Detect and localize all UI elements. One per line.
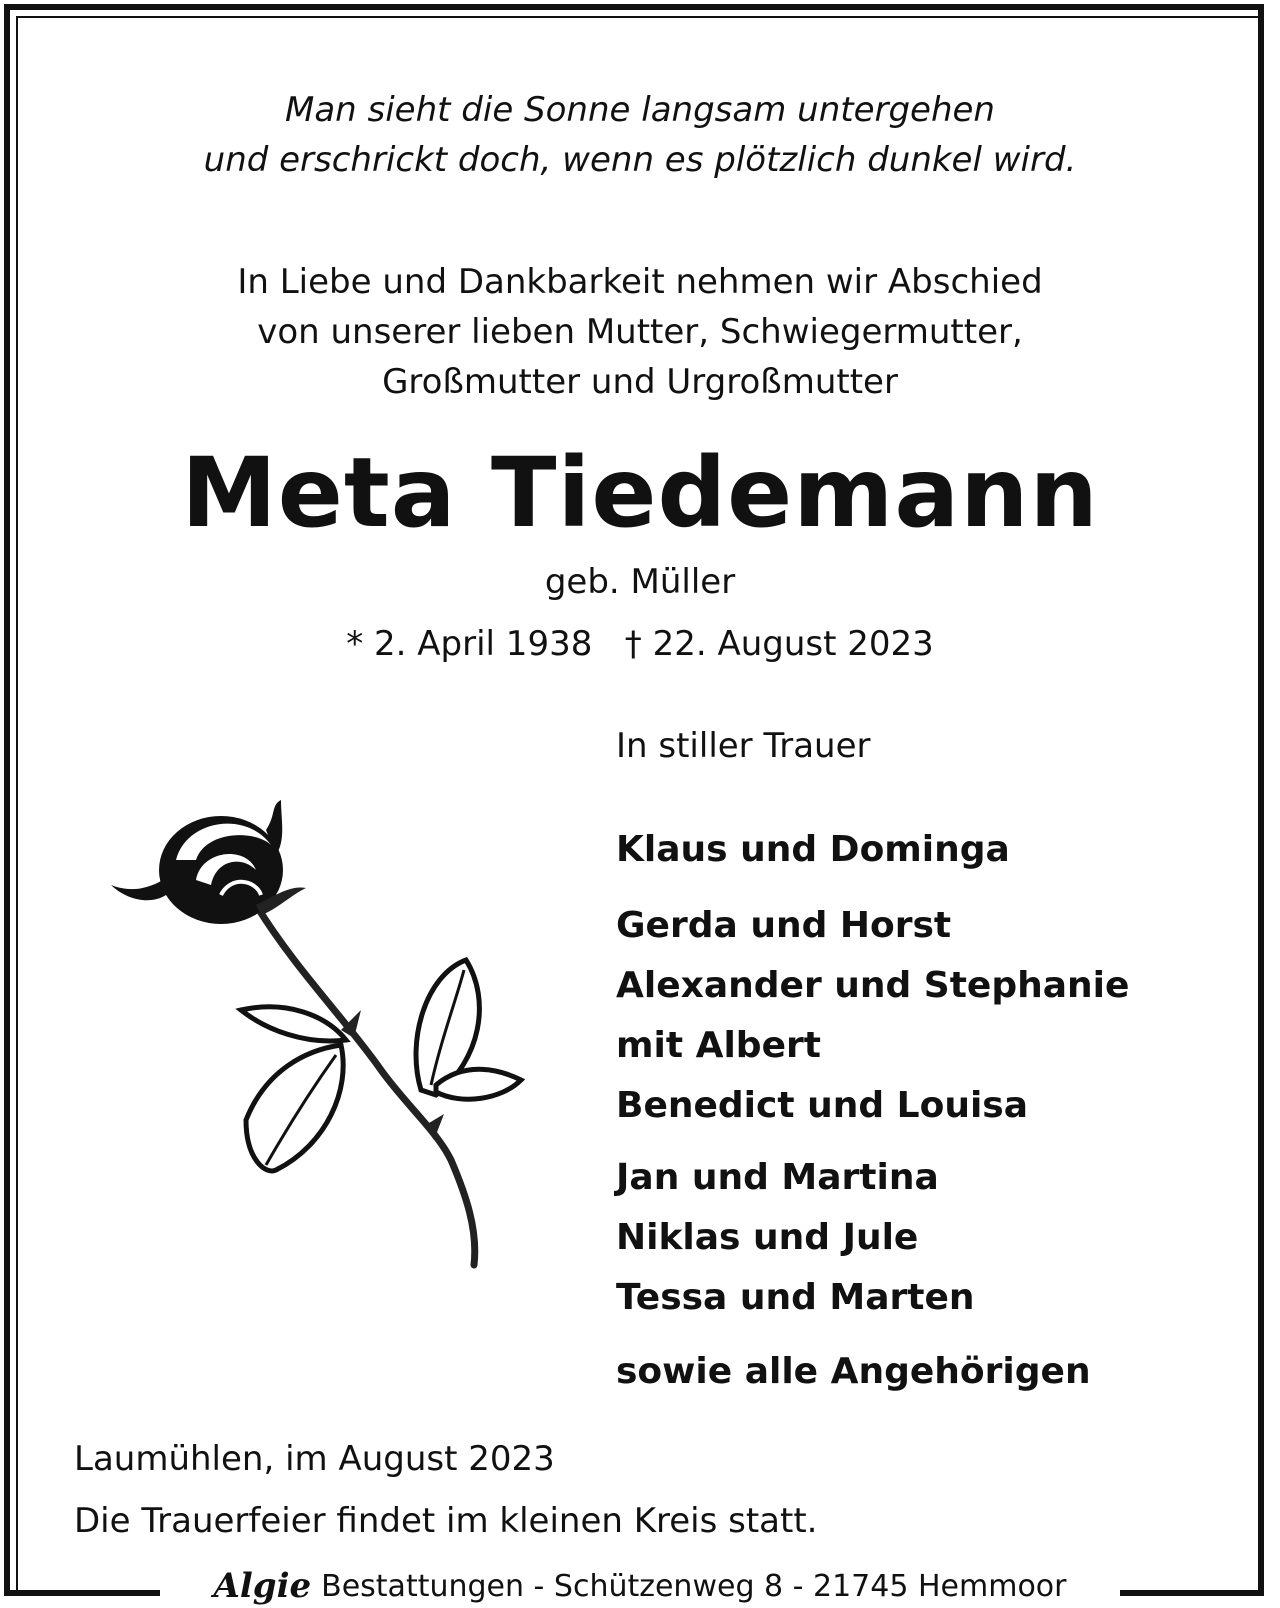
- mourner-name: Benedict und Louisa: [616, 1085, 1029, 1126]
- mourner-name: Tessa und Marten: [616, 1277, 975, 1318]
- mourner-name: sowie alle Angehörigen: [616, 1351, 1091, 1392]
- mourner-name: Niklas und Jule: [616, 1217, 919, 1258]
- deceased-name: Meta Tiedemann: [181, 437, 1099, 549]
- mourner-name: Alexander und Stephanie: [616, 965, 1130, 1006]
- intro-line-1: In Liebe und Dankbarkeit nehmen wir Abschied: [237, 262, 1043, 302]
- funeral-home-footer: [160, 1566, 1120, 1606]
- ceremony-note: Die Trauerfeier findet im kleinen Kreis statt.: [74, 1501, 818, 1541]
- mourner-name: Klaus und Dominga: [616, 829, 1010, 870]
- mourner-name: mit Albert: [616, 1025, 821, 1066]
- funeral-home-logo: Algie: [213, 1566, 312, 1606]
- intro-line-2: von unserer lieben Mutter, Schwiegermutter,: [257, 312, 1023, 352]
- mourners-label: In stiller Trauer: [616, 726, 871, 766]
- intro-line-3: Großmutter und Urgroßmutter: [382, 362, 898, 402]
- quote-line-1: Man sieht die Sonne langsam untergehen: [285, 90, 995, 130]
- mourner-name: Gerda und Horst: [616, 905, 952, 946]
- quote-line-2: und erschrickt doch, wenn es plötzlich dunkel wird.: [203, 140, 1077, 180]
- funeral-home-address: Bestattungen - Schützenweg 8 - 21745 Hemmoor: [321, 1568, 1067, 1604]
- maiden-name: geb. Müller: [544, 562, 736, 602]
- mourner-name: Jan und Martina: [616, 1157, 939, 1198]
- rose-icon: [106, 800, 536, 1270]
- place-date: Laumühlen, im August 2023: [74, 1439, 555, 1479]
- life-dates: * 2. April 1938 † 22. August 2023: [346, 624, 934, 664]
